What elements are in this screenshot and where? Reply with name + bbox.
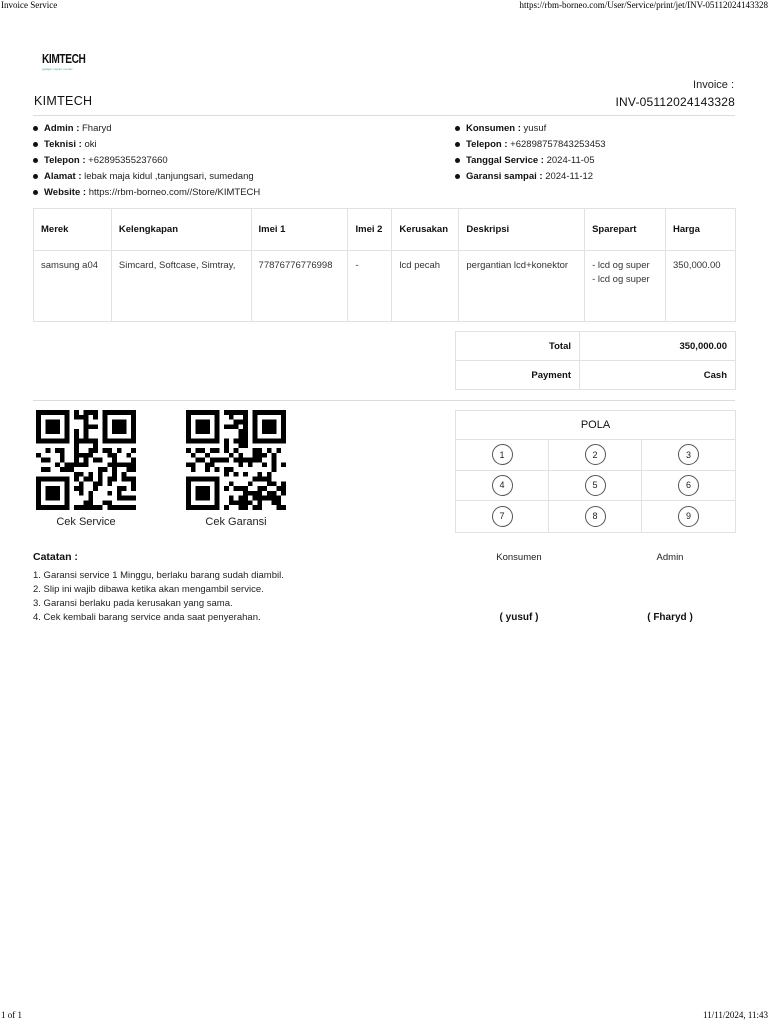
column-header: Merek [34, 209, 112, 251]
column-header: Imei 2 [348, 209, 392, 251]
cell-imei2: - [348, 251, 392, 322]
shop-info-alamat: Alamat : lebak maja kidul ,tanjungsari, sumedang [33, 170, 260, 186]
payment-row [456, 361, 736, 390]
total-value: 350,000.00 [580, 332, 736, 361]
signature-name-admin: ( Fharyd ) [647, 612, 693, 623]
signature-name-konsumen: ( yusuf ) [499, 612, 539, 623]
logo-wordmark: KIMTECH [42, 51, 86, 66]
sparepart-item: - lcd og super [592, 260, 650, 271]
table-row [34, 251, 736, 322]
signature-label-konsumen: Konsumen [496, 552, 542, 563]
pattern-dot: 6 [678, 475, 699, 496]
pattern-dot: 8 [585, 506, 606, 527]
print-title: Invoice Service [1, 0, 58, 10]
cell-sparepart [585, 251, 666, 322]
shop-info-list [33, 122, 260, 202]
company-logo [42, 52, 102, 74]
pattern-dot: 1 [492, 444, 513, 465]
payment-value: Cash [580, 361, 736, 390]
column-header: Deskripsi [459, 209, 585, 251]
column-header: Sparepart [585, 209, 666, 251]
service-items-table [33, 208, 736, 322]
list-item: 2. Slip ini wajib dibawa ketika akan mengambil service. [33, 584, 264, 595]
qr-garansi-svg [183, 410, 289, 510]
divider [33, 400, 735, 401]
print-url: https://rbm-borneo.com/User/Service/print/jet/INV-05112024143328 [519, 0, 768, 10]
pattern-lock-grid [455, 410, 736, 533]
customer-info-telepon: Telepon : +62898757843253453 [455, 138, 606, 154]
divider [33, 115, 735, 116]
column-header: Harga [665, 209, 735, 251]
shop-info-teknisi: Teknisi : oki [33, 138, 260, 154]
invoice-number: INV-05112024143328 [615, 95, 735, 109]
signature-label-admin: Admin [656, 552, 684, 563]
cell-harga: 350,000.00 [665, 251, 735, 322]
print-header [0, 0, 768, 12]
pattern-dot: 2 [585, 444, 606, 465]
customer-info-garansi: Garansi sampai : 2024-11-12 [455, 170, 606, 186]
list-item: 4. Cek kembali barang service anda saat penyerahan. [33, 612, 261, 623]
qr-code-icon [33, 410, 139, 510]
totals-table [455, 331, 736, 390]
invoice-label: Invoice : [693, 79, 734, 91]
column-header: Kelengkapan [111, 209, 251, 251]
qr-label-service: Cek Service [56, 516, 116, 528]
pattern-dot: 4 [492, 475, 513, 496]
print-datetime: 11/11/2024, 11:43 [703, 1010, 768, 1020]
qr-service-svg [33, 410, 139, 510]
customer-info-tanggal: Tanggal Service : 2024-11-05 [455, 154, 606, 170]
qr-label-garansi: Cek Garansi [205, 516, 267, 528]
column-header: Kerusakan [392, 209, 459, 251]
cell-kerusakan: lcd pecah [392, 251, 459, 322]
notes-title: Catatan : [33, 551, 78, 563]
pattern-dot: 7 [492, 506, 513, 527]
qr-code-icon [183, 410, 289, 510]
total-row [456, 332, 736, 361]
logo-tagline: gadget repair center [42, 67, 73, 71]
print-page-count: 1 of 1 [1, 1010, 22, 1020]
shop-info-telepon: Telepon : +62895355237660 [33, 154, 260, 170]
pola-title: POLA [456, 411, 735, 440]
table-header-row [34, 209, 736, 251]
total-label: Total [549, 340, 571, 352]
pattern-dot: 3 [678, 444, 699, 465]
customer-info-konsumen: Konsumen : yusuf [455, 122, 606, 138]
sparepart-item: - lcd og super [592, 273, 650, 285]
cell-kelengkapan: Simcard, Softcase, Simtray, [111, 251, 251, 322]
payment-label: Payment [531, 369, 571, 381]
cell-imei1: 77876776776998 [251, 251, 348, 322]
company-name: KIMTECH [34, 94, 93, 108]
pattern-dot: 9 [678, 506, 699, 527]
shop-info-admin: Admin : Fharyd [33, 122, 260, 138]
list-item: 1. Garansi service 1 Minggu, berlaku barang sudah diambil. [33, 570, 284, 581]
print-footer [0, 1010, 768, 1022]
cell-merek: samsung a04 [34, 251, 112, 322]
customer-info-list [455, 122, 606, 186]
column-header: Imei 1 [251, 209, 348, 251]
cell-deskripsi: pergantian lcd+konektor [459, 251, 585, 322]
notes-list [33, 569, 284, 625]
shop-info-website: Website : https://rbm-borneo.com//Store/KIMTECH [33, 186, 260, 202]
pattern-dot: 5 [585, 475, 606, 496]
list-item: 3. Garansi berlaku pada kerusakan yang sama. [33, 598, 233, 609]
